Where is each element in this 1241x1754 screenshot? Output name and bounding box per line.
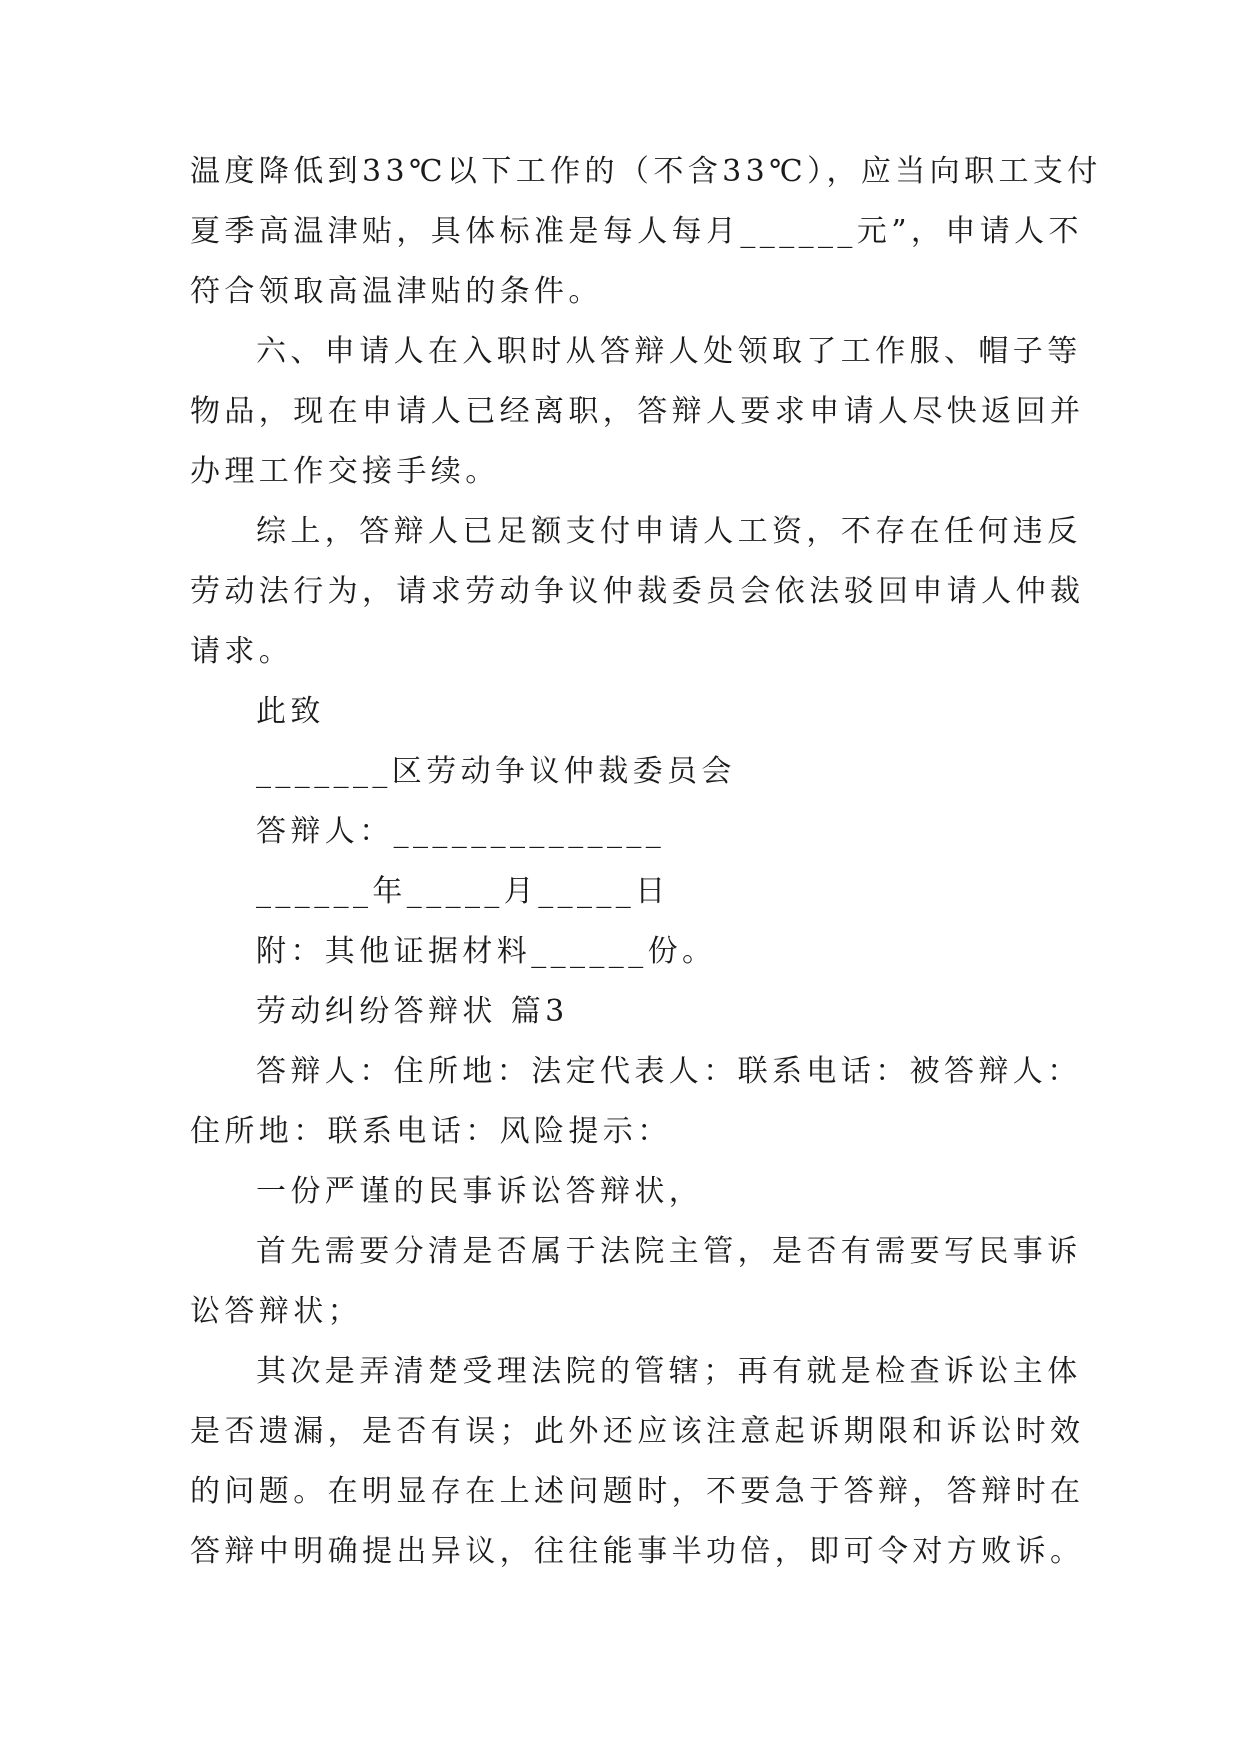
signature-line: 答辩人：______________ bbox=[256, 814, 666, 849]
paragraph-line: 六、申请人在入职时从答辩人处领取了工作服、帽子等 bbox=[256, 334, 1082, 369]
paragraph-line: 首先需要分清是否属于法院主管，是否有需要写民事诉 bbox=[256, 1234, 1082, 1269]
paragraph-line: 一份严谨的民事诉讼答辩状， bbox=[256, 1174, 704, 1209]
paragraph-line: 是否遗漏，是否有误；此外还应该注意起诉期限和诉讼时效 bbox=[190, 1414, 1085, 1449]
paragraph-line: 请求。 bbox=[190, 634, 294, 669]
salutation: 此致 bbox=[256, 694, 325, 729]
addressee: _______区劳动争议仲裁委员会 bbox=[256, 754, 736, 789]
paragraph-line: 综上，答辩人已足额支付申请人工资，不存在任何违反 bbox=[256, 514, 1082, 549]
paragraph-line: 物品，现在申请人已经离职，答辩人要求申请人尽快返回并 bbox=[190, 394, 1085, 429]
date-line: ______年_____月_____日 bbox=[256, 874, 670, 909]
attachment-line: 附：其他证据材料______份。 bbox=[256, 934, 717, 969]
paragraph-line: 夏季高温津贴，具体标准是每人每月______元”，申请人不 bbox=[190, 214, 1083, 249]
document-page bbox=[190, 154, 1102, 1597]
paragraph-line: 答辩人：住所地：法定代表人：联系电话：被答辩人： bbox=[256, 1054, 1082, 1089]
paragraph-line: 劳动法行为，请求劳动争议仲裁委员会依法驳回申请人仲裁 bbox=[190, 574, 1085, 609]
paragraph-line: 住所地：联系电话：风险提示： bbox=[190, 1114, 672, 1149]
paragraph-line: 办理工作交接手续。 bbox=[190, 454, 500, 489]
paragraph-line: 的问题。在明显存在上述问题时，不要急于答辩，答辩时在 bbox=[190, 1474, 1085, 1509]
paragraph-line: 答辩中明确提出异议，往往能事半功倍，即可令对方败诉。 bbox=[190, 1534, 1085, 1569]
paragraph-line: 温度降低到33℃以下工作的（不含33℃），应当向职工支付 bbox=[190, 154, 1102, 189]
paragraph-line: 符合领取高温津贴的条件。 bbox=[190, 274, 603, 309]
paragraph-line: 讼答辩状； bbox=[190, 1294, 362, 1329]
section-heading: 劳动纠纷答辩状 篇3 bbox=[256, 994, 569, 1029]
paragraph-line: 其次是弄清楚受理法院的管辖；再有就是检查诉讼主体 bbox=[256, 1354, 1082, 1389]
